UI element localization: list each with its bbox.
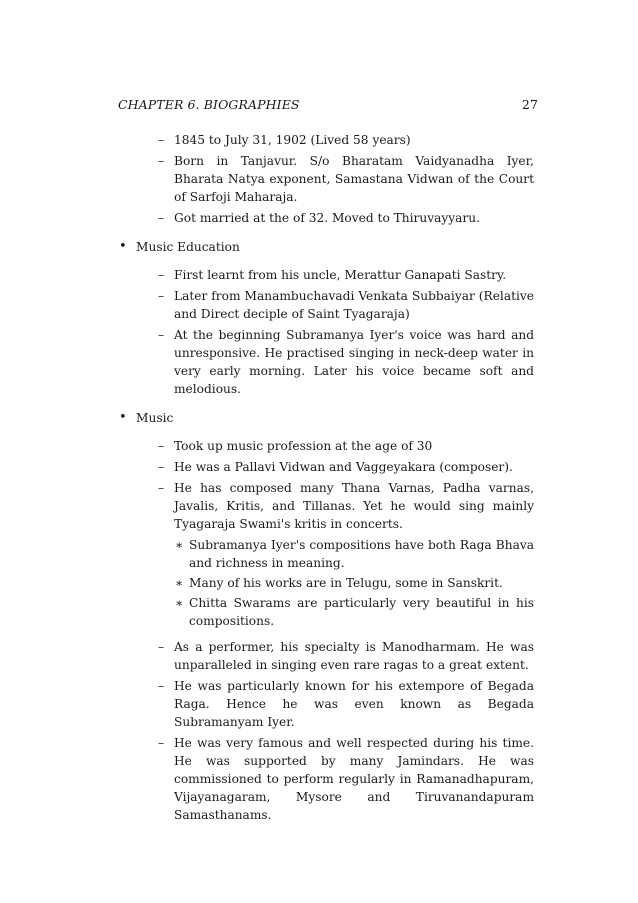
list-item: – He was a Pallavi Vidwan and Vaggeyakara (composer). [158, 460, 513, 474]
list-item: – As a performer, his specialty is Manodharmam. He was unparalleled in singing even rare ragas to a great extent. [158, 640, 534, 672]
dash-marker: – [158, 289, 165, 303]
dash-marker: – [158, 268, 165, 282]
dash-marker: – [158, 736, 165, 750]
page-body [0, 131, 638, 827]
dash-marker: – [158, 439, 165, 453]
asterisk-marker: ∗ [175, 576, 184, 590]
list-item: – He has composed many Thana Varnas, Padha varnas, Javalis, Kritis, and Tillanas. Yet he would sing mainly Tyagaraja Swami's kritis in concerts. [158, 481, 534, 531]
list-item: – Took up music profession at the age of 30 [158, 439, 433, 453]
dash-marker: – [158, 328, 165, 342]
nested-list-item: ∗ Chitta Swarams are particularly very beautiful in his compositions. [175, 596, 534, 628]
dash-marker: – [158, 460, 165, 474]
list-item: – At the beginning Subramanya Iyer's voice was hard and unresponsive. He practised singing in neck-deep water in very early morning. Later his voice became soft and melodious. [158, 328, 534, 396]
list-item: – He was very famous and well respected during his time. He was supported by many Jamindars. He was commissioned to perform regularly in Ramanadhapuram, Vijayanagaram, Mysore and Tiruvanandapuram Samasthanams. [158, 736, 534, 822]
section-heading: • Music Education [119, 239, 240, 254]
dash-marker: – [158, 211, 165, 225]
asterisk-marker: ∗ [175, 538, 184, 552]
bullet-marker: • [119, 239, 127, 254]
running-header [118, 97, 538, 112]
list-item: – First learnt from his uncle, Merattur Ganapati Sastry. [158, 268, 507, 282]
list-item: – Got married at the of 32. Moved to Thiruvayyaru. [158, 211, 480, 225]
list-item: – Later from Manambuchavadi Venkata Subbaiyar (Relative and Direct deciple of Saint Tyagaraja) [158, 289, 534, 321]
asterisk-marker: ∗ [175, 596, 184, 610]
bullet-marker: • [119, 410, 127, 425]
dash-marker: – [158, 640, 165, 654]
section-heading: • Music [119, 410, 174, 425]
list-item: – 1845 to July 31, 1902 (Lived 58 years) [158, 133, 411, 147]
nested-list-item: ∗ Subramanya Iyer's compositions have both Raga Bhava and richness in meaning. [175, 538, 534, 570]
nested-list-item: ∗ Many of his works are in Telugu, some in Sanskrit. [175, 576, 503, 590]
list-item: – He was particularly known for his extempore of Begada Raga. Hence he was even known as Begada Subramanyam Iyer. [158, 679, 534, 729]
page-number: 27 [521, 97, 538, 112]
list-item: – Born in Tanjavur. S/o Bharatam Vaidyanadha Iyer, Bharata Natya exponent, Samastana Vidwan of the Court of Sarfoji Maharaja. [158, 154, 534, 204]
dash-marker: – [158, 481, 165, 495]
dash-marker: – [158, 679, 165, 693]
dash-marker: – [158, 154, 165, 168]
chapter-title: CHAPTER 6. BIOGRAPHIES [118, 97, 300, 112]
dash-marker: – [158, 133, 165, 147]
